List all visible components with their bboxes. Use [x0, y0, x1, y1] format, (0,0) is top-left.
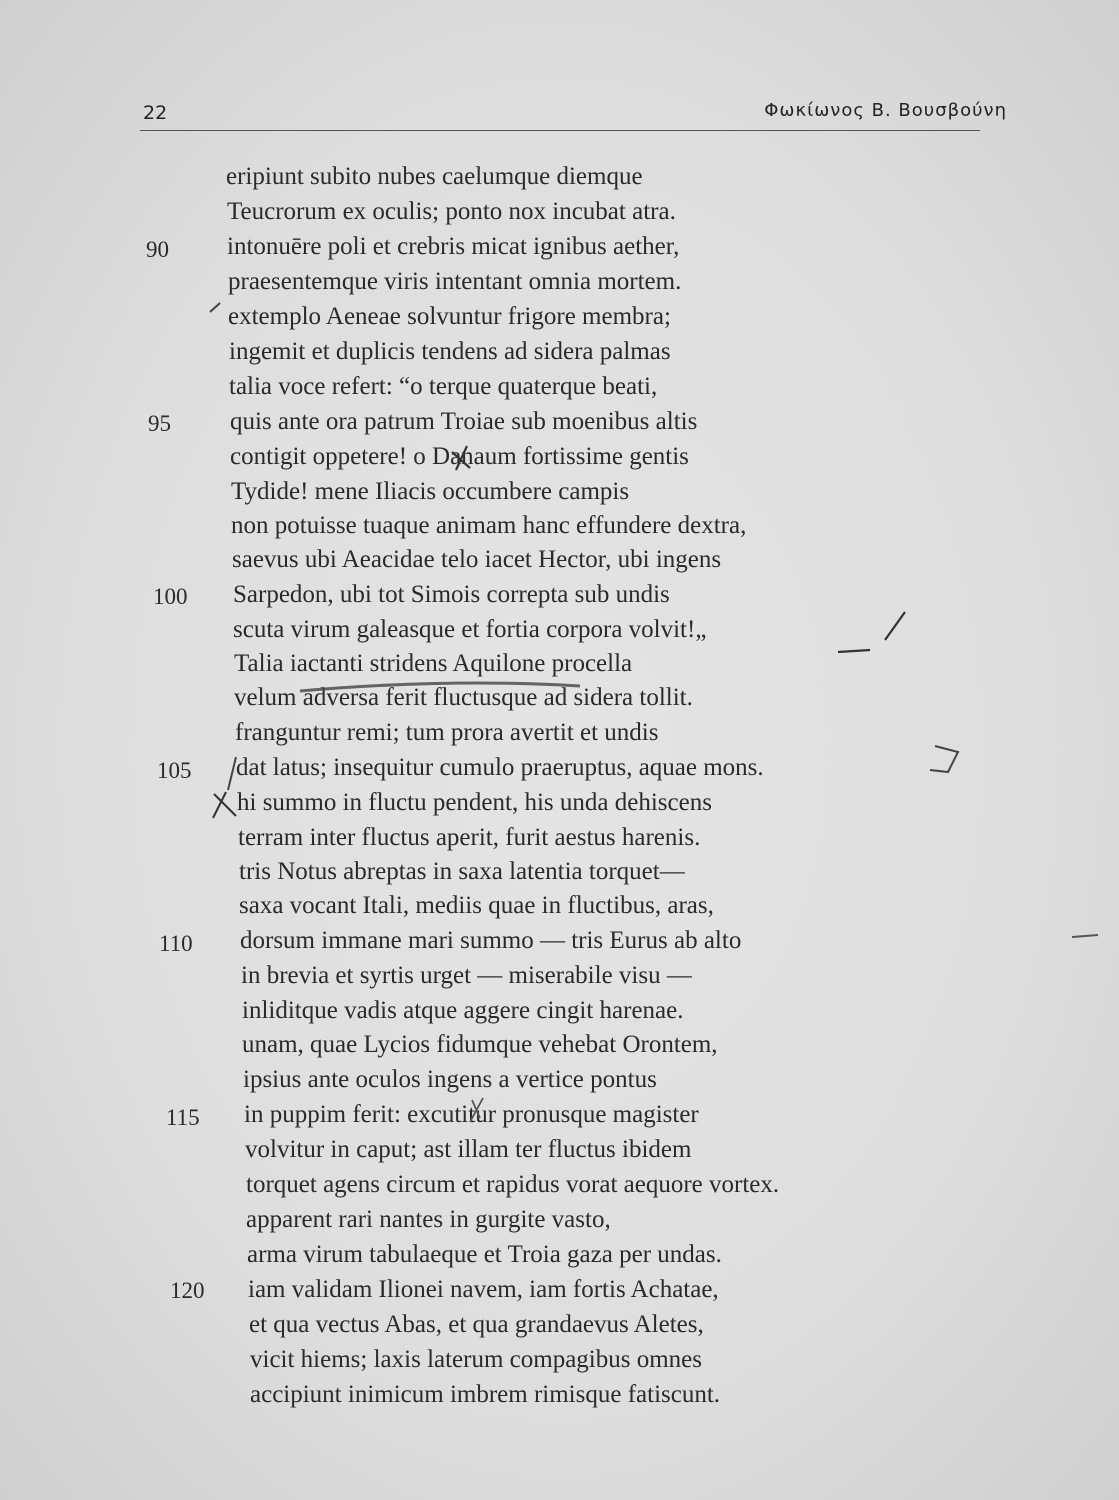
line-number: 90 [146, 237, 169, 262]
verse-line: Sarpedon, ubi tot Simois correpta sub undis [233, 581, 670, 608]
verse-line: in puppim ferit: excutitur pronusque magister [244, 1101, 699, 1128]
margin-tick-mark [210, 303, 220, 312]
verse-line: eripiunt subito nubes caelumque diemque [226, 163, 643, 190]
verse-line: extemplo Aeneae solvuntur frigore membra; [228, 303, 671, 330]
verse-line: Tydide! mene Iliacis occumbere campis [231, 478, 630, 505]
page-number: 22 [143, 102, 168, 124]
verse-line: in brevia et syrtis urget — miserabile visu — [241, 962, 692, 989]
verse-line: apparent rari nantes in gurgite vasto, [246, 1206, 611, 1233]
verse-line: ipsius ante oculos ingens a vertice pontus [243, 1066, 657, 1093]
verse-line: talia voce refert: “o terque quaterque beati, [229, 373, 658, 400]
line-number: 110 [159, 931, 193, 956]
header-rule [140, 130, 980, 131]
verse-line: dat latus; insequitur cumulo praeruptus, aquae mons. [236, 754, 764, 781]
verse-line: praesentemque viris intentant omnia mortem. [228, 268, 682, 295]
verse-line: arma virum tabulaeque et Troia gaza per undas. [247, 1241, 722, 1268]
verse-line: quis ante ora patrum Troiae sub moenibus altis [230, 408, 698, 435]
verse-line: non potuisse tuaque animam hanc effundere dextra, [231, 512, 747, 539]
check-mark [838, 612, 905, 652]
verse-line: scuta virum galeasque et fortia corpora volvit!„ [233, 616, 707, 643]
line-number: 100 [153, 584, 188, 609]
line-number: 105 [157, 758, 192, 783]
verse-line: contigit oppetere! o Danaum fortissime gentis [230, 443, 689, 470]
verse-line: accipiunt inimicum imbrem rimisque fatiscunt. [250, 1381, 721, 1408]
margin-tick-mark [228, 757, 236, 790]
verse-line: saxa vocant Itali, mediis quae in fluctibus, aras, [239, 892, 714, 919]
line-number: 115 [166, 1105, 200, 1130]
verse-line: Talia iactanti stridens Aquilone procella [234, 650, 633, 677]
verse-line: Teucrorum ex oculis; ponto nox incubat atra. [227, 198, 676, 225]
verse-line: intonuēre poli et crebris micat ignibus aether, [227, 233, 680, 260]
line-number: 95 [148, 411, 171, 436]
verse-line: saevus ubi Aeacidae telo iacet Hector, ubi ingens [232, 546, 722, 573]
verse-line: torquet agens circum et rapidus vorat aequore vortex. [246, 1171, 780, 1198]
verse-line: unam, quae Lycios fidumque vehebat Orontem, [242, 1031, 718, 1058]
verse-line: franguntur remi; tum prora avertit et undis [235, 719, 659, 746]
verse-line: ingemit et duplicis tendens ad sidera palmas [229, 338, 671, 365]
verse-line: et qua vectus Abas, et qua grandaevus Aletes, [249, 1311, 704, 1338]
verse-line: dorsum immane mari summo — tris Eurus ab alto [240, 927, 742, 954]
line-number: 120 [170, 1278, 205, 1303]
margin-dash-mark [1072, 935, 1098, 937]
verse-line: terram inter fluctus aperit, furit aestus harenis. [238, 824, 701, 851]
running-head-author: Φωκίωνος Β. Βουσβούνη [764, 100, 1007, 121]
bracket-mark [930, 746, 958, 772]
verse-line: vicit hiems; laxis laterum compagibus omnes [250, 1346, 703, 1373]
verse-line: hi summo in fluctu pendent, his unda dehiscens [237, 789, 712, 816]
verse-line: velum adversa ferit fluctusque ad sidera tollit. [234, 684, 693, 711]
verse-line: iam validam Ilionei navem, iam fortis Achatae, [248, 1276, 719, 1303]
cross-mark [213, 792, 236, 818]
verse-line: volvitur in caput; ast illam ter fluctus ibidem [245, 1136, 692, 1163]
verse-line: tris Notus abreptas in saxa latentia torquet— [239, 858, 685, 885]
verse-line: inliditque vadis atque aggere cingit harenae. [242, 997, 684, 1024]
